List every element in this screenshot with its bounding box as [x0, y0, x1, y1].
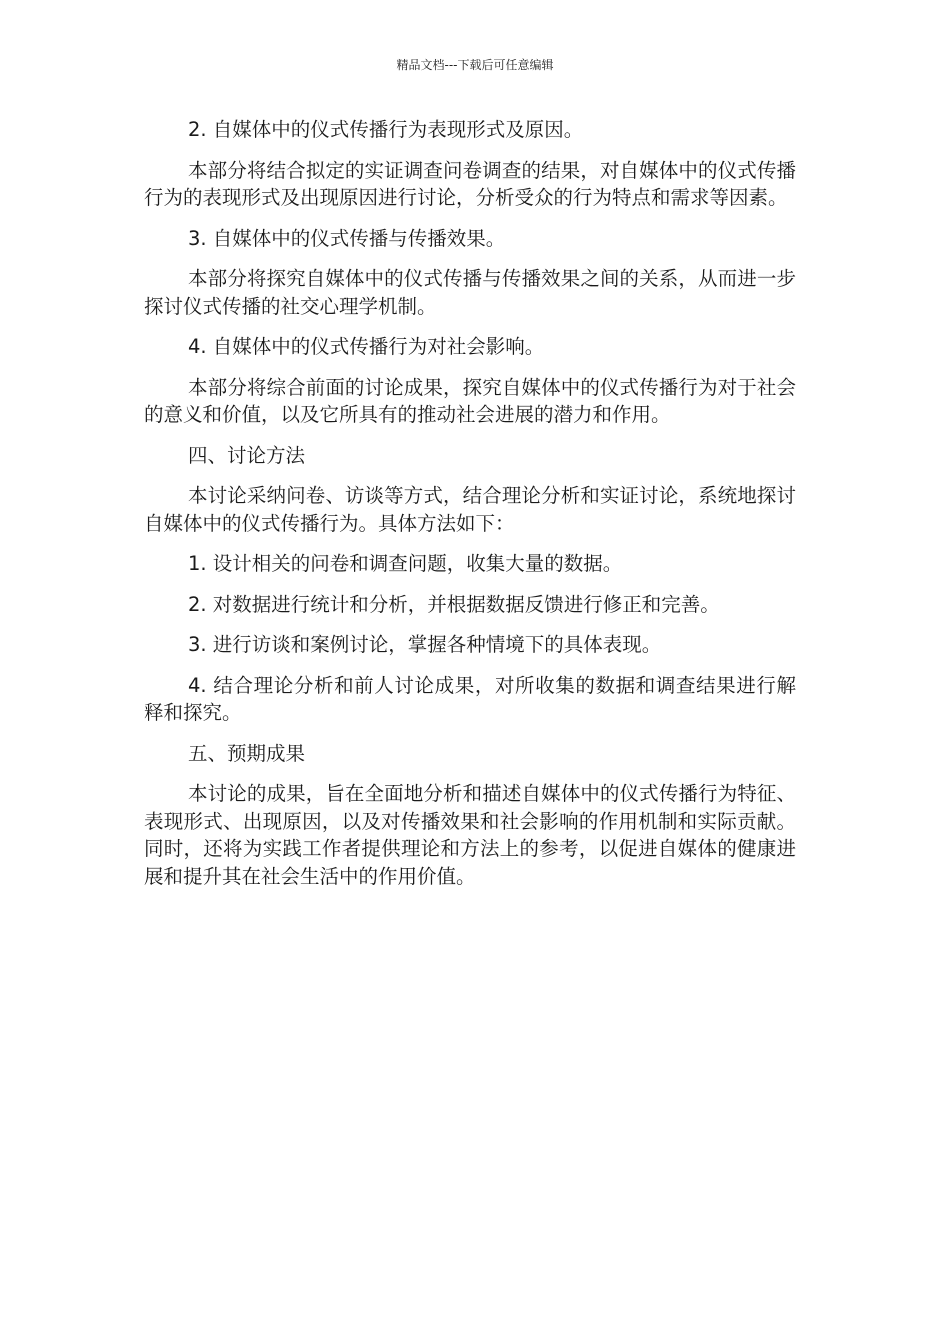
body-paragraph: 本部分将结合拟定的实证调查问卷调查的结果，对自媒体中的仪式传播行为的表现形式及出现原因进行讨论，分析受众的行为特点和需求等因素。: [144, 158, 796, 209]
method-item-2: 2. 对数据进行统计和分析，并根据数据反馈进行修正和完善。: [188, 592, 720, 616]
method-item-3: 3. 进行访谈和案例讨论，掌握各种情境下的具体表现。: [188, 633, 662, 656]
chapter-heading-methods: 四、讨论方法: [188, 443, 306, 467]
body-paragraph: 本讨论采纳问卷、访谈等方式，结合理论分析和实证讨论，系统地探讨自媒体中的仪式传播行为。具体方法如下：: [144, 484, 796, 535]
body-paragraph: 本讨论的成果，旨在全面地分析和描述自媒体中的仪式传播行为特征、表现形式、出现原因，以及对传播效果和社会影响的作用机制和实际贡献。同时，还将为实践工作者提供理论和方法上的参考，以促进自媒体的健康进展和提升其在社会生活中的作用价值。: [144, 782, 796, 888]
method-item-4: 4. 结合理论分析和前人讨论成果，对所收集的数据和调查结果进行解释和探究。: [144, 673, 796, 724]
section-heading-3: 3. 自媒体中的仪式传播与传播效果。: [188, 226, 506, 250]
body-paragraph: 本部分将探究自媒体中的仪式传播与传播效果之间的关系，从而进一步探讨仪式传播的社交心理学机制。: [144, 267, 796, 318]
page-header: 精品文档---下载后可任意编辑: [396, 58, 554, 72]
document-body: [144, 116, 796, 903]
section-heading-4: 4. 自媒体中的仪式传播行为对社会影响。: [188, 335, 545, 358]
method-item-1: 1. 设计相关的问卷和调查问题，收集大量的数据。: [188, 552, 623, 575]
body-paragraph: 本部分将综合前面的讨论成果，探究自媒体中的仪式传播行为对于社会的意义和价值，以及它所具有的推动社会进展的潜力和作用。: [144, 375, 796, 426]
chapter-heading-outcomes: 五、预期成果: [188, 741, 306, 765]
section-heading-2: 2. 自媒体中的仪式传播行为表现形式及原因。: [188, 118, 584, 141]
